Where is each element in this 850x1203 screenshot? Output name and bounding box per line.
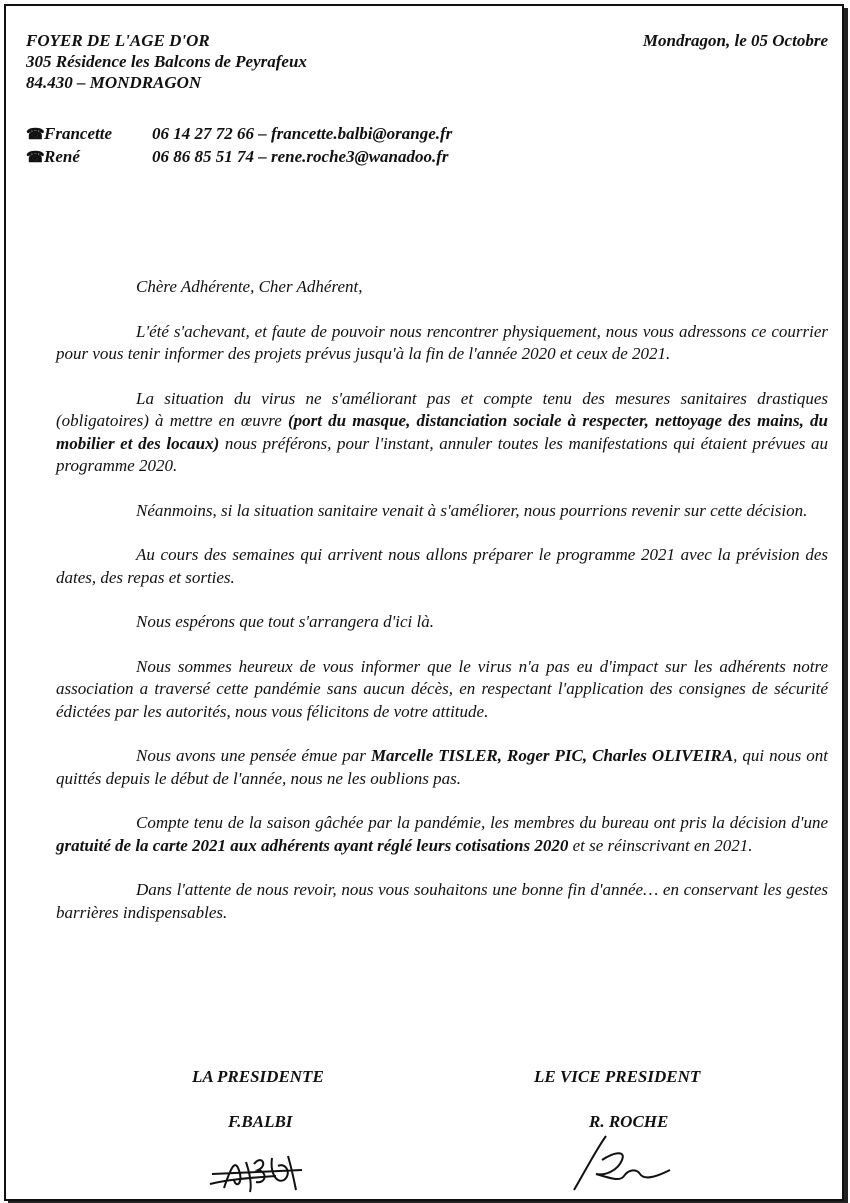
greeting: Chère Adhérente, Cher Adhérent, bbox=[136, 277, 363, 296]
contact-details: 06 86 85 51 74 – rene.roche3@wanadoo.fr bbox=[152, 147, 449, 166]
letter-date: Mondragon, le 05 Octobre bbox=[642, 31, 828, 50]
signature-right bbox=[566, 1130, 676, 1196]
telephone-icon: ☎ bbox=[26, 150, 45, 166]
address-line-2: 84.430 – MONDRAGON bbox=[26, 73, 202, 92]
contact-name: René bbox=[44, 147, 80, 166]
paragraph: Nous sommes heureux de vous informer que le virus n'a pas eu d'impact sur les adhérents notre association a traversé cette pandémie sans aucun décès, en respectant l'application des consignes de sécurité édictées par les autorités, nous vous félicitons de votre attitude. bbox=[56, 656, 828, 721]
contact-name: Francette bbox=[44, 124, 112, 143]
paragraph: Dans l'attente de nous revoir, nous vous souhaitons une bonne fin d'année… en conservant les gestes barrières indispensables. bbox=[56, 880, 828, 922]
signature-left bbox=[206, 1144, 316, 1196]
paragraph: L'été s'achevant, et faute de pouvoir nous rencontrer physiquement, nous vous adressons ce courrier pour vous tenir informer des projets prévus jusqu'à la fin de l'année 2020 et ceux de 2021. bbox=[56, 321, 828, 363]
contact-row bbox=[26, 146, 452, 169]
org-name: FOYER DE L'AGE D'OR bbox=[26, 31, 210, 50]
contact-list bbox=[26, 123, 452, 169]
telephone-icon: ☎ bbox=[26, 127, 45, 143]
emphasis: gratuité de la carte 2021 aux adhérents ayant réglé leurs cotisations 2020 bbox=[56, 835, 569, 855]
contact-row bbox=[26, 123, 452, 146]
signatory-name-left: F.BALBI bbox=[228, 1112, 293, 1131]
paragraph: Néanmoins, si la situation sanitaire venait à s'améliorer, nous pourrions revenir sur cette décision. bbox=[136, 500, 808, 520]
address-line-1: 305 Résidence les Balcons de Peyrafeux bbox=[26, 52, 307, 71]
paragraph: Compte tenu de la saison gâchée par la pandémie, les membres du bureau ont pris la décision d'une gratuité de la carte 2021 aux adhérents ayant réglé leurs cotisations 2020 et se réinscrivant en 2021. bbox=[56, 813, 828, 855]
paragraph: La situation du virus ne s'améliorant pas et compte tenu des mesures sanitaires drastiques (obligatoires) à mettre en œuvre (port du masque, distanciation sociale à respecter, nettoyage des mains, du mobilier et des locaux) nous préférons, pour l'instant, annuler toutes les manifestations qui étaient prévues au programme 2020. bbox=[56, 388, 828, 475]
paragraph: Nous espérons que tout s'arrangera d'ici là. bbox=[136, 612, 434, 631]
letter-page bbox=[4, 4, 844, 1201]
signatory-title-right: LE VICE PRESIDENT bbox=[534, 1067, 701, 1086]
emphasis: Marcelle TISLER, Roger PIC, Charles OLIVEIRA bbox=[370, 746, 734, 765]
emphasis: (port du masque, distanciation sociale à respecter, nettoyage des mains, du mobilier et des locaux) bbox=[56, 411, 828, 453]
paragraph: Nous avons une pensée émue par Marcelle TISLER, Roger PIC, Charles OLIVEIRA, qui nous ont quittés depuis le début de l'année, nous ne les oublions pas. bbox=[56, 746, 828, 788]
paragraph: Au cours des semaines qui arrivent nous allons préparer le programme 2021 avec la prévision des dates, des repas et sorties. bbox=[56, 545, 828, 587]
contact-details: 06 14 27 72 66 – francette.balbi@orange.fr bbox=[152, 124, 453, 143]
letterhead bbox=[26, 30, 307, 93]
letter-body bbox=[56, 276, 828, 946]
signatory-name-right: R. ROCHE bbox=[589, 1112, 669, 1131]
signatory-title-left: LA PRESIDENTE bbox=[192, 1067, 324, 1086]
